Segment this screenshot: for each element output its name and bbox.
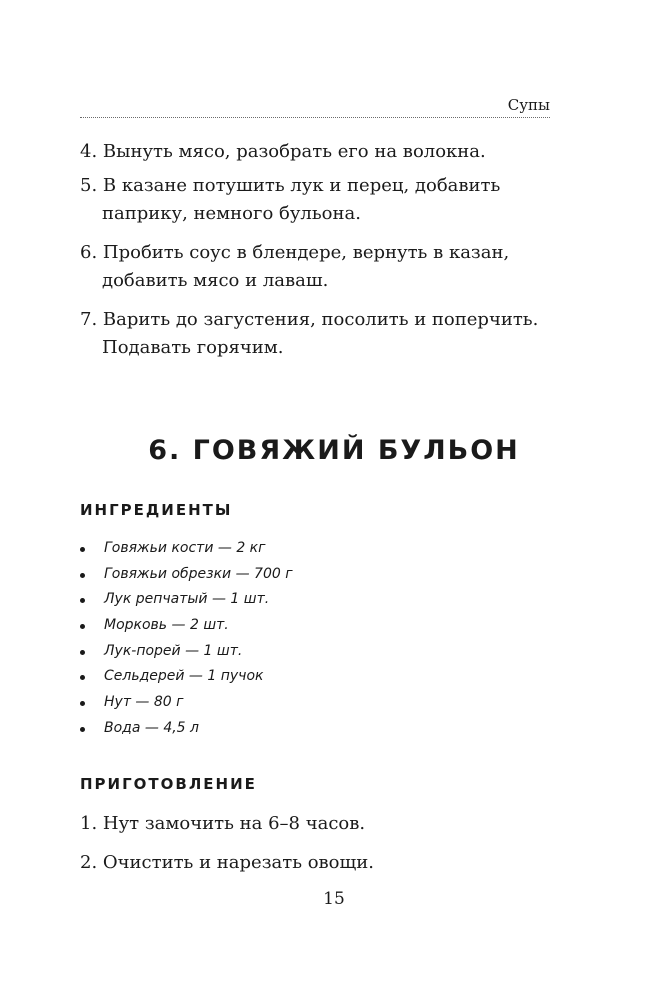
ingredient-item: [80, 690, 293, 716]
bullet-icon: [80, 624, 85, 629]
ingredient-item: [80, 536, 293, 562]
preparation-steps: [80, 810, 560, 877]
bullet-icon: [80, 598, 85, 603]
ingredient-item: [80, 664, 293, 690]
ingredient-text: Говяжьи обрезки — 700 г: [104, 565, 293, 582]
ingredient-text: Говяжьи кости — 2 кг: [104, 540, 266, 556]
ingredient-item: [80, 613, 293, 639]
preparation-heading: ПРИГОТОВЛЕНИЕ: [80, 775, 257, 793]
bullet-icon: [80, 650, 85, 655]
step-item: 1. Нут замочить на 6–8 часов.: [80, 813, 366, 834]
ingredient-text: Нут — 80 г: [104, 694, 184, 711]
ingredient-text: Лук-порей — 1 шт.: [104, 642, 243, 659]
ingredient-item: [80, 562, 293, 588]
step-item: 7. Варить до загустения, посолить и поперчить. Подавать горячим.: [80, 309, 539, 358]
ingredients-heading: ИНГРЕДИЕНТЫ: [80, 501, 233, 519]
bullet-icon: [80, 701, 85, 706]
ingredient-text: Вода — 4,5 л: [104, 719, 199, 736]
bullet-icon: [80, 727, 85, 732]
bullet-icon: [80, 675, 85, 680]
ingredient-item: [80, 639, 293, 665]
running-head: Супы: [507, 96, 550, 114]
previous-recipe-steps: [80, 138, 560, 362]
ingredient-text: Морковь — 2 шт.: [104, 617, 229, 634]
ingredient-item: [80, 716, 293, 742]
ingredients-list: [80, 536, 293, 742]
step-item: 6. Пробить соус в блендере, вернуть в казан, добавить мясо и лаваш.: [80, 242, 510, 291]
header-divider: [80, 117, 550, 118]
recipe-title: 6. ГОВЯЖИЙ БУЛЬОН: [148, 435, 520, 466]
step-item: 2. Очистить и нарезать овощи.: [80, 852, 374, 873]
ingredient-text: Сельдерей — 1 пучок: [104, 668, 264, 685]
bullet-icon: [80, 573, 85, 578]
bullet-icon: [80, 547, 85, 552]
ingredient-item: [80, 587, 293, 613]
step-item: 5. В казане потушить лук и перец, добавить паприку, немного бульона.: [80, 175, 501, 224]
page-number: 15: [323, 889, 345, 909]
ingredient-text: Лук репчатый — 1 шт.: [104, 591, 270, 608]
step-item: 4. Вынуть мясо, разобрать его на волокна.: [80, 141, 486, 162]
